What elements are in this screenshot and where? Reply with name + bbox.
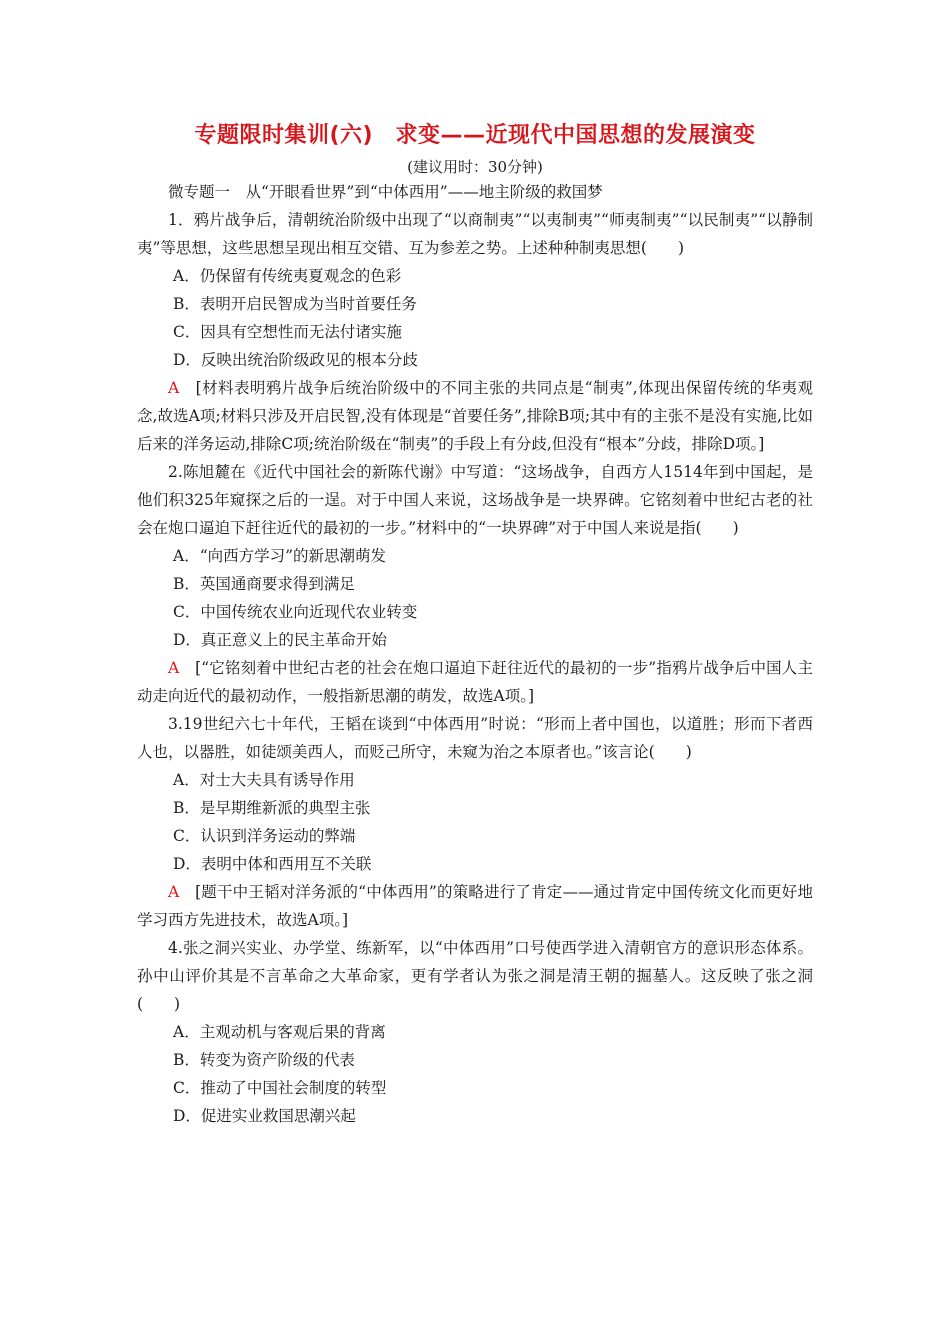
question-4-option-a: A．主观动机与客观后果的背离 <box>173 1023 386 1041</box>
answer-explanation: [题干中王韬对洋务派的“中体西用”的策略进行了肯定——通过肯定中国传统文化而更好地学习西方先进技术，故选A项。] <box>137 883 813 929</box>
document-body <box>137 178 813 1130</box>
question-4-stem: 4.张之洞兴实业、办学堂、练新军，以“中体西用”口号使西学进入清朝官方的意识形态体系。孙中山评价其是不言革命之大革命家，更有学者认为张之洞是清王朝的掘墓人。这反映了张之洞( ) <box>137 939 813 1013</box>
suggested-time: (建议用时：30分钟) <box>407 158 543 176</box>
question-1-option-d: D．反映出统治阶级政见的根本分歧 <box>173 351 418 369</box>
answer-letter: A <box>168 883 180 901</box>
document-title: 专题限时集训(六) 求变——近现代中国思想的发展演变 <box>194 123 756 148</box>
question-2-option-b: B．英国通商要求得到满足 <box>173 575 355 593</box>
question-3-option-c: C．认识到洋务运动的弊端 <box>173 827 356 845</box>
question-3-stem: 3.19世纪六七十年代，王韬在谈到“中体西用”时说：“形而上者中国也，以道胜；形而下者西人也，以器胜，如徒颂美西人，而贬己所守，未窥为治之本原者也。”该言论( ) <box>137 715 813 761</box>
question-2-option-a: A．“向西方学习”的新思潮萌发 <box>173 547 387 565</box>
question-1-option-c: C．因具有空想性而无法付诸实施 <box>173 323 402 341</box>
question-4-option-d: D．促进实业救国思潮兴起 <box>173 1107 356 1125</box>
question-2-stem: 2.陈旭麓在《近代中国社会的新陈代谢》中写道：“这场战争，自西方人1514年到中国起，是他们积325年窥探之后的一逞。对于中国人来说，这场战争是一块界碑。它铭刻着中世纪古老的社会在炮口逼迫下赶往近代的最初的一步。”材料中的“一块界碑”对于中国人来说是指( ) <box>137 463 813 537</box>
question-4-option-c: C．推动了中国社会制度的转型 <box>173 1079 387 1097</box>
section-heading: 微专题一 从“开眼看世界”到“中体西用”——地主阶级的救国梦 <box>168 183 603 201</box>
question-3-answer <box>137 878 813 934</box>
question-3-option-a: A．对士大夫具有诱导作用 <box>173 771 355 789</box>
question-1-option-a: A．仍保留有传统夷夏观念的色彩 <box>173 267 402 285</box>
answer-explanation: [“它铭刻着中世纪古老的社会在炮口逼迫下赶往近代的最初的一步”指鸦片战争后中国人主动走向近代的最初动作，一般指新思潮的萌发，故选A项。] <box>137 659 813 705</box>
question-1-stem: 1．鸦片战争后，清朝统治阶级中出现了“以商制夷”“以夷制夷”“师夷制夷”“以民制夷”“以静制夷”等思想，这些思想呈现出相互交错、互为参差之势。上述种种制夷思想( ) <box>137 211 813 257</box>
question-3-option-d: D．表明中体和西用互不关联 <box>173 855 372 873</box>
question-2-option-d: D．真正意义上的民主革命开始 <box>173 631 387 649</box>
question-3-option-b: B．是早期维新派的典型主张 <box>173 799 371 817</box>
answer-letter: A <box>168 659 180 677</box>
question-1-option-b: B．表明开启民智成为当时首要任务 <box>173 295 417 313</box>
answer-explanation: [材料表明鸦片战争后统治阶级中的不同主张的共同点是“制夷”,体现出保留传统的华夷观念,故选A项;材料只涉及开启民智,没有体现是“首要任务”,排除B项;其中有的主张不是没有实施,比如后来的洋务运动,排除C项;统治阶级在“制夷”的手段上有分歧,但没有“根本”分歧，排除D项。] <box>137 379 813 453</box>
question-1-answer <box>137 374 813 458</box>
question-4-option-b: B．转变为资产阶级的代表 <box>173 1051 355 1069</box>
answer-letter: A <box>168 379 180 397</box>
question-2-answer <box>137 654 813 710</box>
question-2-option-c: C．中国传统农业向近现代农业转变 <box>173 603 418 621</box>
